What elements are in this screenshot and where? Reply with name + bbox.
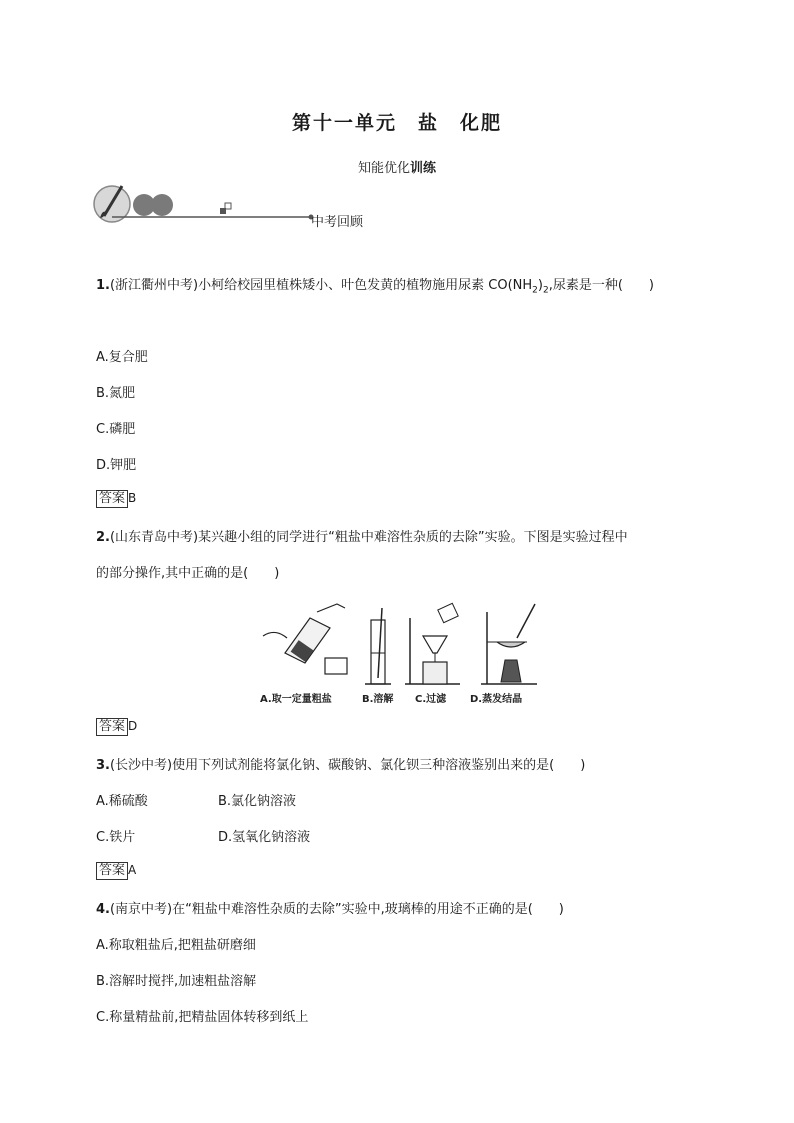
option-item: C.铁片 (96, 830, 136, 845)
question-text: (山东青岛中考)某兴趣小组的同学进行“粗盐中难溶性杂质的去除”实验。下图是实验过程中 (109, 530, 628, 545)
question-2 (96, 526, 628, 545)
answer-row (96, 490, 136, 508)
answer-label: 答案 (96, 490, 128, 508)
option-item: B.氯化钠溶液 (218, 794, 297, 809)
question-text: (浙江衢州中考)小柯给校园里植株矮小、叶色发黄的植物施用尿素 CO(NH (109, 278, 533, 293)
question-text: ) (537, 278, 543, 293)
figure-label-a: A.取一定量粗盐 (260, 694, 332, 705)
question-number: 2. (96, 530, 110, 545)
question-text: ,尿素是一种( ) (548, 278, 654, 293)
answer-value: A (128, 863, 137, 877)
answer-value: D (128, 719, 138, 733)
page-subtitle (0, 157, 794, 176)
figure-label-c: C.过滤 (415, 694, 447, 705)
page-title: 第十一单元 盐 化肥 (291, 112, 502, 134)
question-number: 4. (96, 902, 110, 917)
question-3 (96, 754, 585, 773)
figure-label-d: D.蒸发结晶 (470, 694, 523, 705)
subtitle-part-a: 知能优化 (357, 161, 410, 176)
answer-label: 答案 (96, 862, 128, 880)
question-4 (96, 898, 564, 917)
question-number: 3. (96, 758, 110, 773)
question-2-line2: 的部分操作,其中正确的是( ) (96, 566, 280, 581)
lab-operations-figure (255, 598, 540, 708)
option-item: D.钾肥 (96, 458, 137, 473)
section-banner (92, 180, 322, 228)
figure-a-take-salt (263, 604, 347, 674)
option-item: C.称量精盐前,把精盐固体转移到纸上 (96, 1010, 309, 1025)
option-item: A.称取粗盐后,把粗盐研磨细 (96, 938, 256, 953)
section-label: 中考回顾 (311, 215, 364, 230)
subtitle-part-b: 训练 (410, 161, 437, 176)
question-text: (南京中考)在“粗盐中难溶性杂质的去除”实验中,玻璃棒的用途不正确的是( ) (109, 902, 564, 917)
option-item: B.氮肥 (96, 386, 136, 401)
answer-value: B (128, 491, 137, 505)
question-1 (96, 274, 654, 296)
option-item: A.稀硫酸 (96, 794, 148, 809)
figure-label-b: B.溶解 (362, 694, 394, 705)
subscript: 2 (542, 285, 549, 296)
option-item: A.复合肥 (96, 350, 148, 365)
option-item: D.氢氧化钠溶液 (218, 830, 311, 845)
answer-row (96, 718, 137, 736)
figure-c-filter (405, 603, 460, 684)
subscript: 2 (532, 285, 538, 296)
answer-label: 答案 (96, 718, 128, 736)
figure-b-dissolve (365, 608, 391, 684)
figure-d-evaporate (481, 604, 537, 684)
question-text: (长沙中考)使用下列试剂能将氯化钠、碳酸钠、氯化钡三种溶液鉴别出来的是( ) (109, 758, 586, 773)
dot-icon-2 (151, 194, 173, 216)
option-item: C.磷肥 (96, 422, 136, 437)
option-item: B.溶解时搅拌,加速粗盐溶解 (96, 974, 257, 989)
question-number: 1. (96, 278, 110, 293)
answer-row (96, 862, 136, 880)
